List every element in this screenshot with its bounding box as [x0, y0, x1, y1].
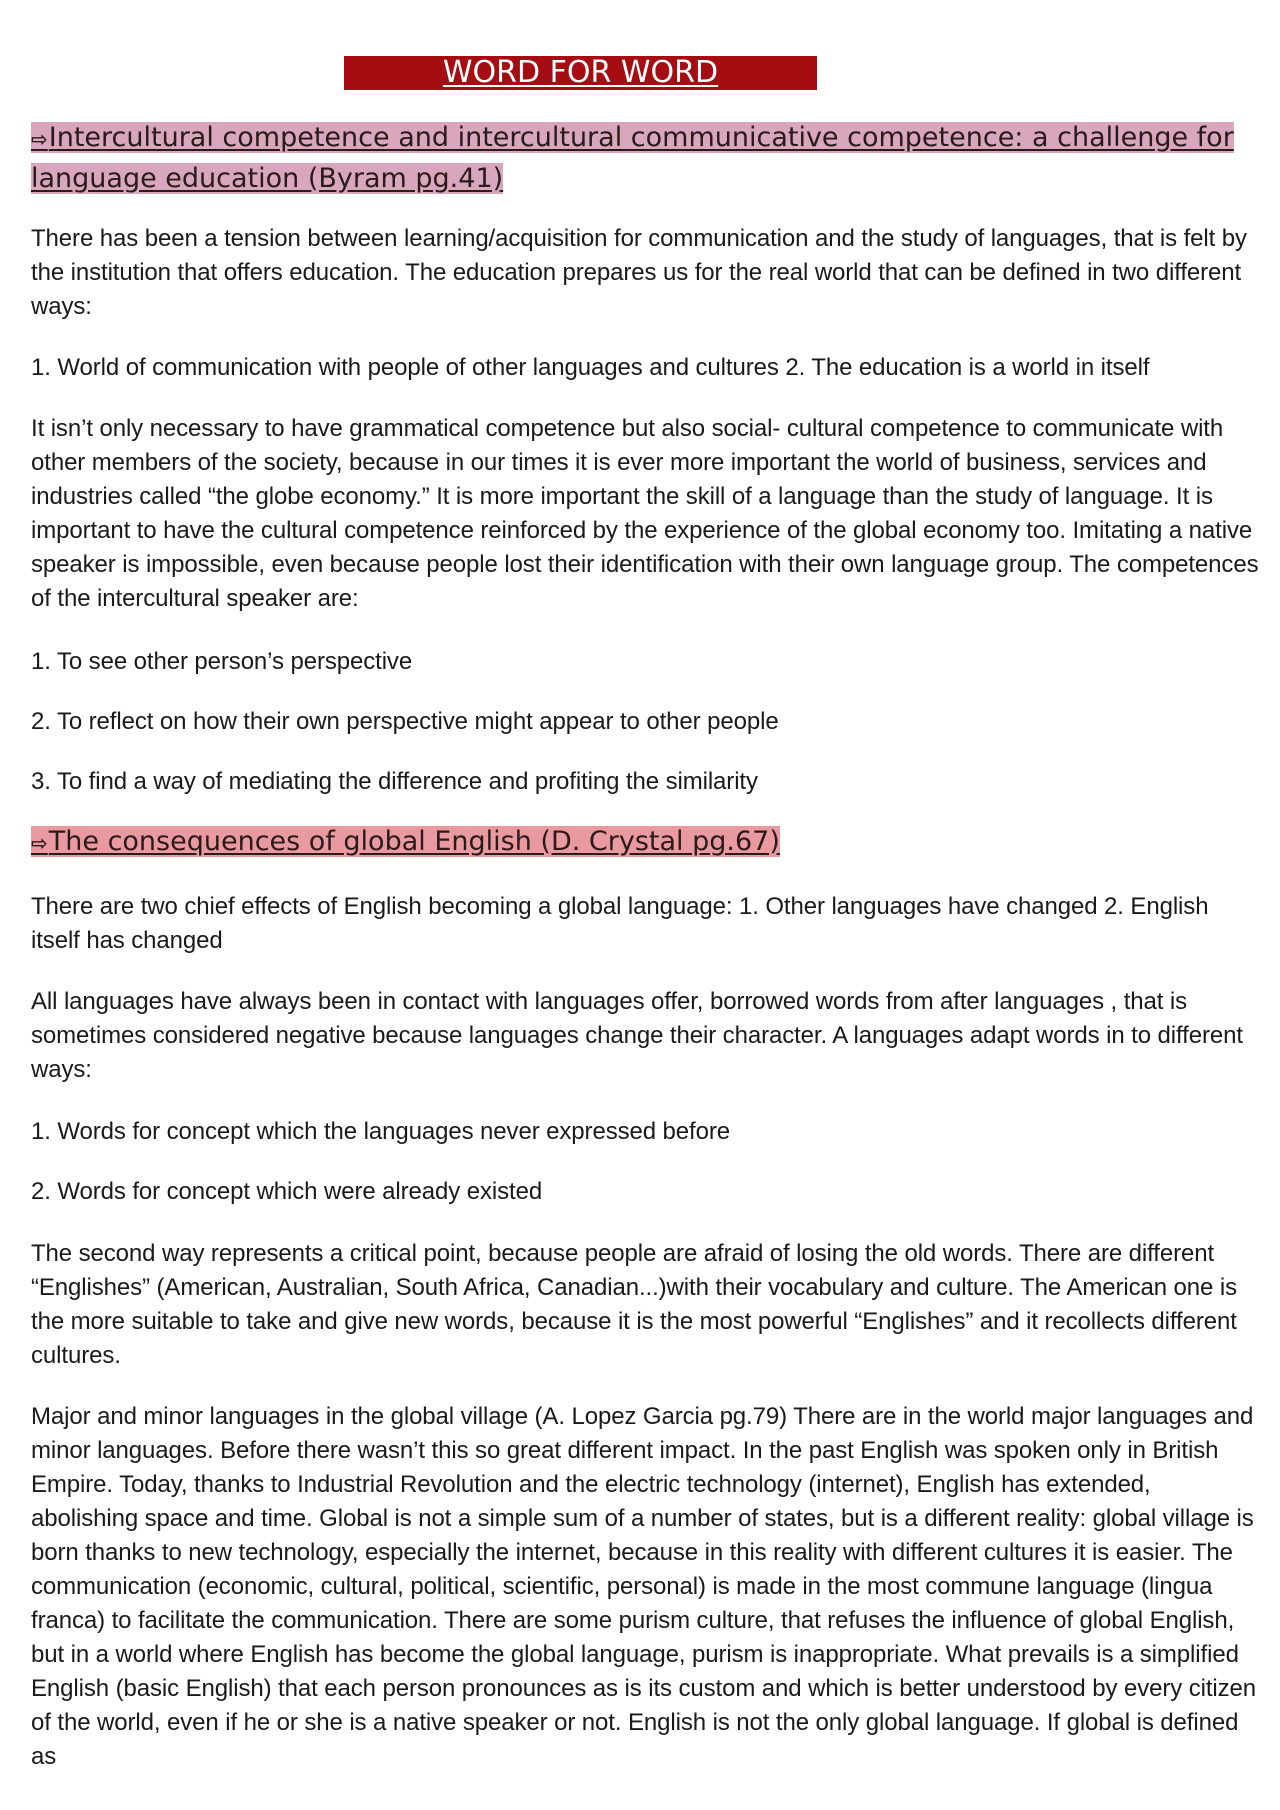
arrow-right-icon: ⇨ — [31, 127, 48, 151]
section-heading-global-english — [31, 822, 1256, 863]
paragraph: Major and minor languages in the global village (A. Lopez Garcia pg.79) There are in the world major languages and minor languages. Before there wasn’t this so great different impact. In the past English was spoken only in British Empire. Today, thanks to Industrial Revolution and the electric technology (internet), English has extended, abolishing space and time. Global is not a simple sum of a number of states, but is a different reality: global village is born thanks to new technology, especially the internet, because in this reality with different cultures it is easier. The communication (economic, cultural, political, scientific, personal) is made in the most commune language (lingua franca) to facilitate the communication. There are some purism culture, that refuses the influence of global English, but in a world where English has become the global language, purism is inappropriate. What prevails is a simplified English (basic English) that each person pronounces as is its custom and which is better understood by every citizen of the world, even if he or she is a native speaker or not. English is not the only global language. If global is defined as — [31, 1403, 1257, 1770]
paragraph: There are two chief effects of English becoming a global language: 1. Other languages have changed 2. English itself has changed — [31, 893, 1209, 954]
paragraph: There has been a tension between learning/acquisition for communication and the study of languages, that is felt by the institution that offers education. The education prepares us for the real world that can be defined in two different ways: — [31, 225, 1247, 320]
list-item: 2. To reflect on how their own perspective might appear to other people — [31, 708, 779, 735]
list-item: 1. To see other person’s perspective — [31, 648, 413, 675]
paragraph: The second way represents a critical point, because people are afraid of losing the old words. There are different “Englishes” (American, Australian, South Africa, Canadian...)with their vocabulary and culture. The American one is the more suitable to take and give new words, because it is the most powerful “Englishes” and it recollects different cultures. — [31, 1240, 1237, 1369]
paragraph: All languages have always been in contact with languages offer, borrowed words from after languages , that is sometimes considered negative because languages change their character. A languages adapt words in to different ways: — [31, 988, 1243, 1083]
heading-text: Intercultural competence and intercultural communicative competence: a challenge for language education (Byram pg.41) — [31, 122, 1234, 194]
paragraph: 1. World of communication with people of other languages and cultures 2. The education is a world in itself — [31, 354, 1150, 381]
list-item: 3. To find a way of mediating the difference and profiting the similarity — [31, 768, 758, 795]
heading-highlight — [31, 122, 1234, 194]
arrow-right-icon: ⇨ — [31, 831, 48, 855]
heading-text: The consequences of global English (D. Crystal pg.67) — [48, 826, 780, 857]
paragraph: It isn’t only necessary to have grammatical competence but also social- cultural competence to communicate with other members of the society, because in our times it is ever more important the world of business, services and industries called “the globe economy.” It is more important the skill of a language than the study of language. It is important to have the cultural competence reinforced by the experience of the global economy too. Imitating a native speaker is impossible, even because people lost their identification with their own language group. The competences of the intercultural speaker are: — [31, 415, 1259, 612]
document-title: WORD FOR WORD — [344, 56, 817, 90]
list-item: 2. Words for concept which were already existed — [31, 1178, 543, 1205]
section-heading-intercultural — [31, 118, 1256, 199]
heading-highlight — [31, 826, 780, 857]
list-item: 1. Words for concept which the languages never expressed before — [31, 1118, 731, 1145]
